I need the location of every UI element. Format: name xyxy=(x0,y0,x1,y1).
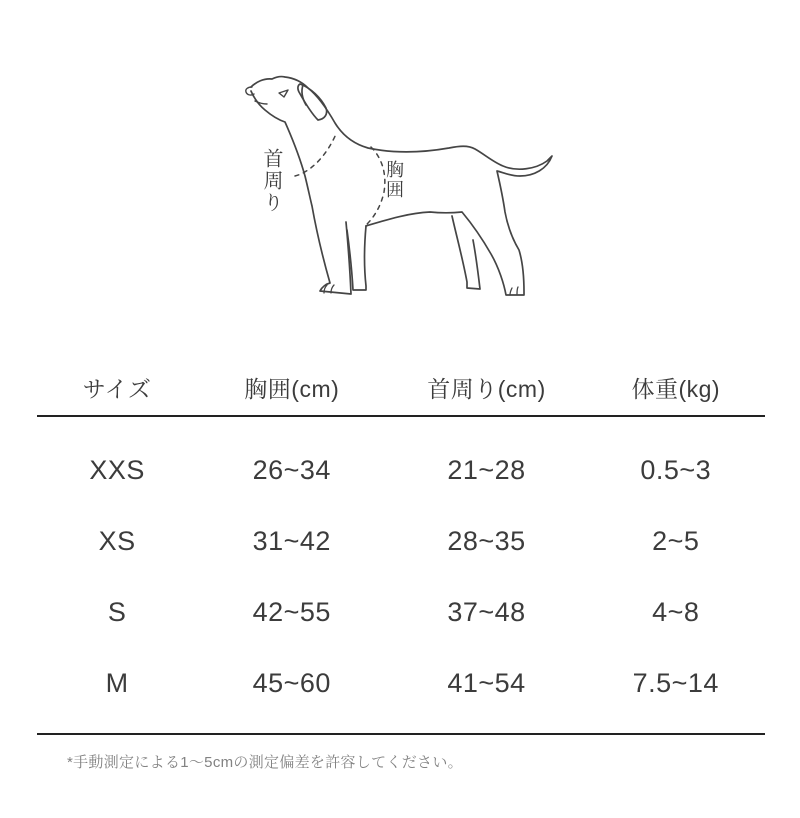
cell-chest: 26~34 xyxy=(252,455,331,485)
dog-hind-paw-toes xyxy=(510,287,518,295)
dog-far-hind-leg xyxy=(452,216,480,289)
table-row-s xyxy=(37,577,765,648)
dog-measurement-illustration xyxy=(230,55,580,310)
cell-weight: 4~8 xyxy=(652,597,700,627)
column-header-chest: 胸囲(cm) xyxy=(244,376,340,402)
neck-measure-label: 首周り xyxy=(260,148,282,214)
size-table-body xyxy=(37,417,765,719)
dog-line-drawing-icon xyxy=(230,55,580,310)
cell-chest: 45~60 xyxy=(252,668,331,698)
chest-measure-label: 胸囲 xyxy=(384,160,404,200)
footnote xyxy=(37,733,765,772)
dog-mouth xyxy=(255,101,267,104)
column-header-neck: 首周り(cm) xyxy=(427,376,546,402)
size-table-header-row xyxy=(37,375,765,417)
cell-neck: 21~28 xyxy=(447,455,526,485)
cell-size: M xyxy=(105,668,129,698)
cell-chest: 31~42 xyxy=(252,526,331,556)
cell-neck: 41~54 xyxy=(447,668,526,698)
dog-eye xyxy=(279,90,288,97)
chest-measure-dashed-line xyxy=(364,147,385,227)
cell-neck: 37~48 xyxy=(447,597,526,627)
cell-chest: 42~55 xyxy=(252,597,331,627)
cell-size: XXS xyxy=(89,455,145,485)
size-table xyxy=(37,375,765,772)
cell-size: S xyxy=(107,597,127,627)
cell-weight: 7.5~14 xyxy=(632,668,719,698)
column-header-size: サイズ xyxy=(82,376,152,402)
neck-measure-dashed-line xyxy=(295,134,336,176)
cell-weight: 2~5 xyxy=(652,526,700,556)
table-row-xxs xyxy=(37,435,765,506)
cell-neck: 28~35 xyxy=(447,526,526,556)
footnote-text: *手動測定による1〜5cmの測定偏差を許容してください。 xyxy=(67,754,463,771)
cell-size: XS xyxy=(98,526,136,556)
table-row-xs xyxy=(37,506,765,577)
table-row-m xyxy=(37,648,765,719)
cell-weight: 0.5~3 xyxy=(640,455,712,485)
column-header-weight: 体重(kg) xyxy=(631,376,721,402)
